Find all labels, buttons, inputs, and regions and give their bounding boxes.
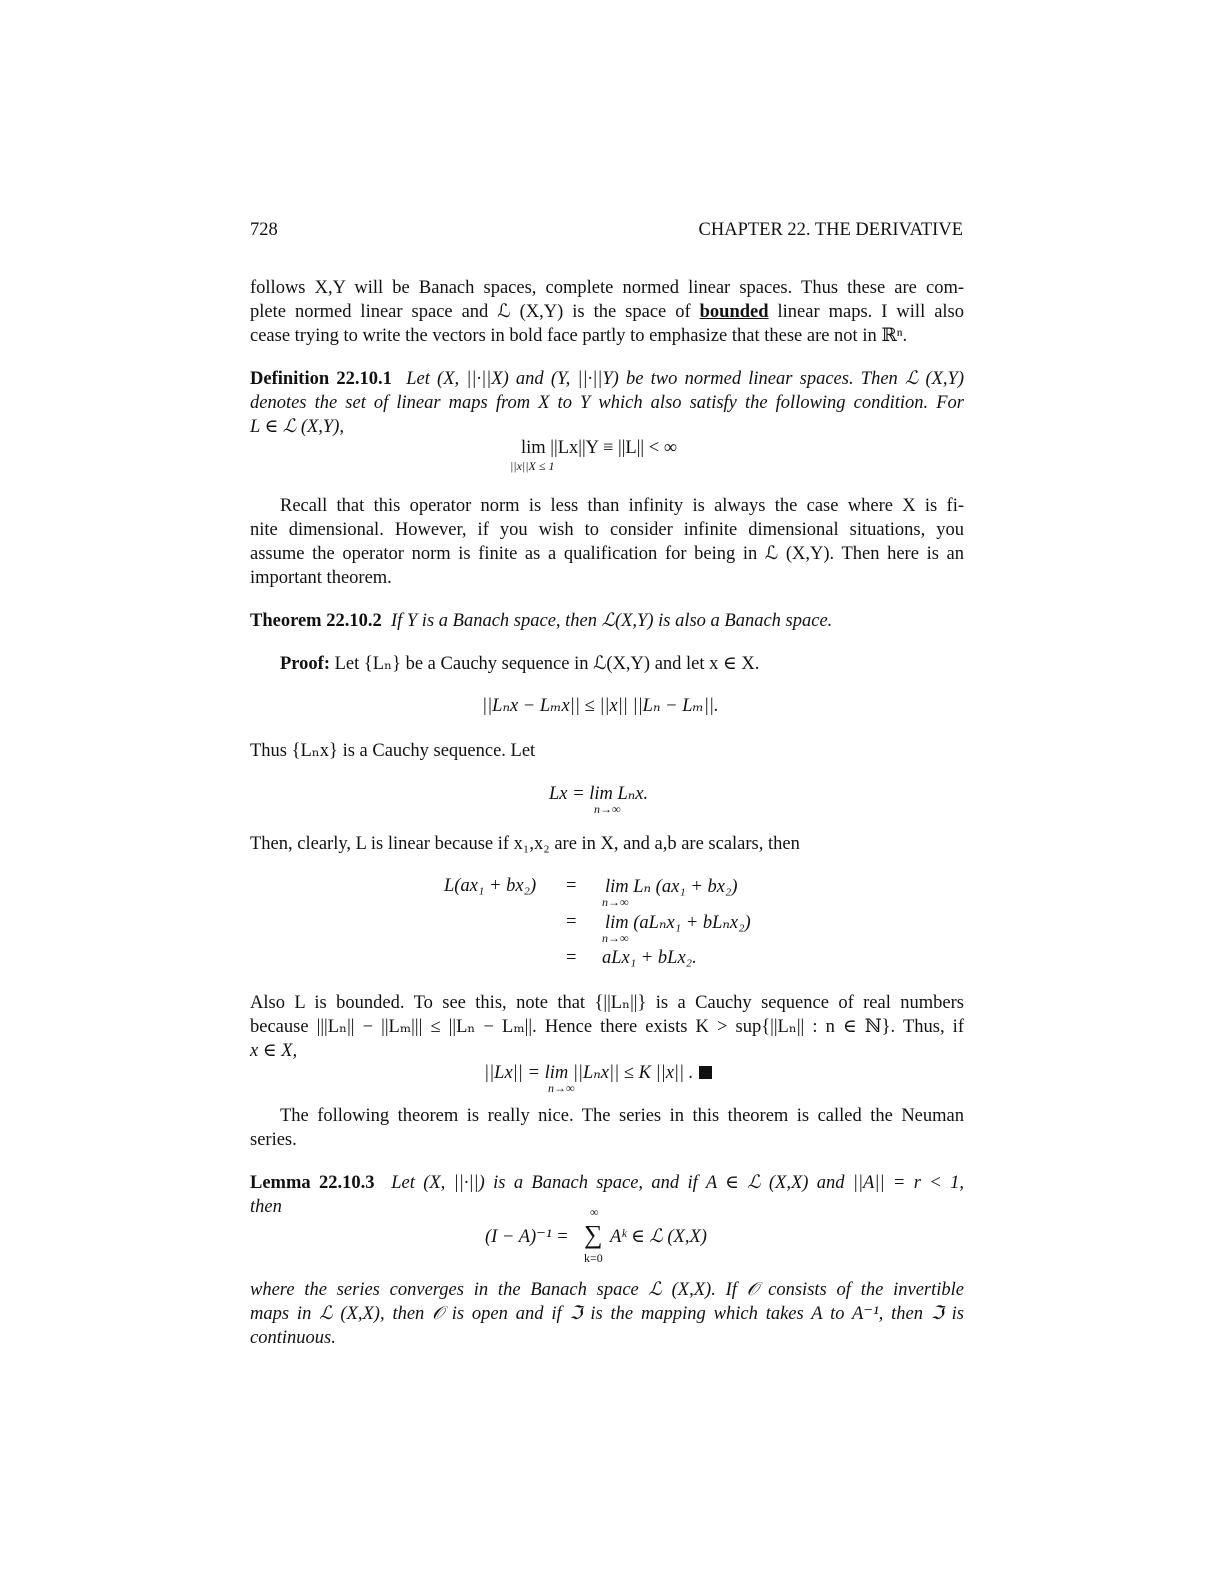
proof-equation-3 bbox=[484, 1062, 712, 1084]
bounded-line-3: x ∈ X, bbox=[250, 1041, 298, 1061]
lemma-conclusion bbox=[250, 1278, 964, 1350]
align-rhs-2: lim (aLₙx₁ + bLₙx₂) bbox=[605, 913, 751, 933]
align-sub-2: n→∞ bbox=[602, 931, 629, 945]
intro-paragraph bbox=[250, 276, 964, 348]
theorem-line bbox=[250, 609, 964, 633]
definition-block bbox=[250, 367, 964, 439]
align-eq-1: = bbox=[566, 876, 577, 896]
recall-line-4: important theorem. bbox=[250, 568, 392, 588]
intro-line-2c: linear maps. I will also bbox=[768, 302, 965, 322]
lemma-block bbox=[250, 1171, 964, 1219]
definition-line-1 bbox=[250, 367, 964, 391]
lemma-line-2: then bbox=[250, 1197, 282, 1217]
align-rhs-1: lim Lₙ (ax₁ + bx₂) bbox=[605, 877, 738, 897]
lemma-sum-bottom: k=0 bbox=[584, 1251, 603, 1265]
qed-square-icon bbox=[699, 1066, 712, 1079]
proof-thus bbox=[250, 739, 964, 763]
lemma-conclusion-line-3: continuous. bbox=[250, 1328, 336, 1348]
recall-paragraph bbox=[250, 494, 964, 590]
definition-line-3: L ∈ ℒ (X,Y), bbox=[250, 417, 345, 437]
lemma-line-1 bbox=[250, 1171, 964, 1195]
bounded-line-1: Also L is bounded. To see this, note that {||Lₙ||} is a Cauchy sequence of real numbers bbox=[250, 993, 964, 1013]
intro-line-2 bbox=[250, 300, 964, 324]
lemma-eq-rhs: Aᵏ ∈ ℒ (X,X) bbox=[610, 1227, 707, 1247]
proof-linear-line: Then, clearly, L is linear because if x₁,x₂ are in X, and a,b are scalars, then bbox=[250, 834, 800, 854]
align-rhs-3: aLx₁ + bLx₂. bbox=[602, 948, 697, 968]
lemma-text-1: Let (X, ||·||) is a Banach space, and if A ∈ ℒ (X,X) and ||A|| = r < 1, bbox=[391, 1173, 964, 1193]
proof-equation-2: Lx = lim Lₙx. bbox=[549, 784, 649, 804]
lemma-sum-top: ∞ bbox=[590, 1205, 599, 1219]
definition-label: Definition 22.10.1 bbox=[250, 369, 392, 389]
lemma-sum-sign: ∑ bbox=[584, 1220, 603, 1249]
lemma-label: Lemma 22.10.3 bbox=[250, 1173, 375, 1193]
proof-equation-3-text: ||Lx|| = lim ||Lₙx|| ≤ K ||x|| . bbox=[484, 1063, 694, 1083]
lemma-eq-lhs: (I − A)⁻¹ = bbox=[485, 1227, 569, 1247]
proof-text: Let {Lₙ} be a Cauchy sequence in ℒ(X,Y) and let x ∈ X. bbox=[334, 654, 760, 674]
bounded-link[interactable]: bounded bbox=[699, 302, 769, 322]
following-paragraph bbox=[250, 1104, 964, 1152]
definition-equation-subscript: ||x||X ≤ 1 bbox=[510, 459, 555, 473]
proof-equation-1: ||Lₙx − Lₘx|| ≤ ||x|| ||Lₙ − Lₘ||. bbox=[482, 696, 719, 716]
proof-equation-2-subscript: n→∞ bbox=[594, 802, 621, 816]
proof-equation-3-subscript: n→∞ bbox=[548, 1081, 575, 1095]
proof-label: Proof: bbox=[280, 654, 330, 674]
align-sub-1: n→∞ bbox=[602, 895, 629, 909]
align-lhs: L(ax₁ + bx₂) bbox=[444, 876, 537, 896]
align-eq-3: = bbox=[566, 948, 577, 968]
align-eq-2: = bbox=[566, 912, 577, 932]
proof-intro bbox=[250, 652, 964, 676]
following-line-2: series. bbox=[250, 1130, 297, 1150]
proof-thus-line: Thus {Lₙx} is a Cauchy sequence. Let bbox=[250, 741, 536, 761]
lemma-conclusion-line-2: maps in ℒ (X,X), then 𝒪 is open and if ℑ is the mapping which takes A to A⁻¹, then ℑ is bbox=[250, 1304, 964, 1324]
page-number: 728 bbox=[250, 220, 278, 240]
theorem-block bbox=[250, 609, 964, 633]
intro-line-1: follows X,Y will be Banach spaces, complete normed linear spaces. Thus these are com- bbox=[250, 278, 964, 298]
recall-line-2: nite dimensional. However, if you wish to consider infinite dimensional situations, you bbox=[250, 520, 964, 540]
recall-line-3: assume the operator norm is finite as a qualification for being in ℒ (X,Y). Then here is an bbox=[250, 544, 964, 564]
definition-line-2: denotes the set of linear maps from X to Y which also satisfy the following condition. For bbox=[250, 393, 964, 413]
bounded-line-2: because |||Lₙ|| − ||Lₘ||| ≤ ||Lₙ − Lₘ||. Hence there exists K > sup{||Lₙ|| : n ∈ ℕ}. Thus, if bbox=[250, 1017, 964, 1037]
lemma-conclusion-line-1: where the series converges in the Banach space ℒ (X,X). If 𝒪 consists of the invertible bbox=[250, 1280, 964, 1300]
theorem-text: If Y is a Banach space, then ℒ(X,Y) is also a Banach space. bbox=[390, 611, 833, 631]
definition-text-1: Let (X, ||·||X) and (Y, ||·||Y) be two normed linear spaces. Then ℒ (X,Y) bbox=[406, 369, 965, 389]
definition-equation: lim ||Lx||Y ≡ ||L|| < ∞ bbox=[521, 438, 678, 458]
proof-bounded bbox=[250, 991, 964, 1063]
proof-linear bbox=[250, 832, 964, 856]
intro-line-2a: plete normed linear space and ℒ (X,Y) is the space of bbox=[250, 302, 700, 322]
proof-line-1 bbox=[250, 652, 964, 676]
theorem-label: Theorem 22.10.2 bbox=[250, 611, 382, 631]
recall-line-1: Recall that this operator norm is less than infinity is always the case where X is fi- bbox=[280, 496, 964, 516]
intro-line-3: cease trying to write the vectors in bold face partly to emphasize that these are not in ℝⁿ. bbox=[250, 326, 908, 346]
following-line-1: The following theorem is really nice. The series in this theorem is called the Neuman bbox=[280, 1106, 964, 1126]
running-title: CHAPTER 22. THE DERIVATIVE bbox=[698, 220, 963, 240]
